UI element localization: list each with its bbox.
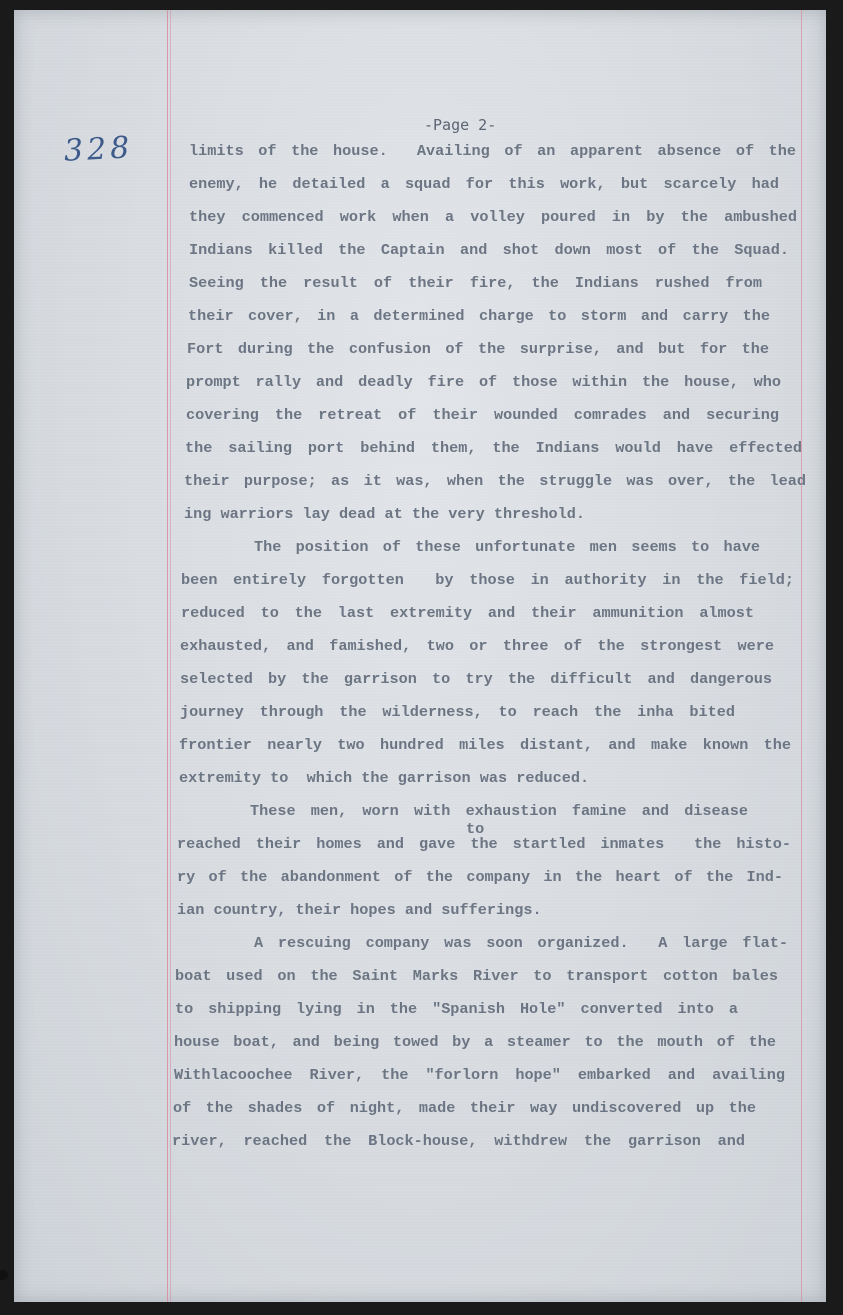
text-line: exhausted, and famished, two or three of the strongest were [180, 637, 774, 655]
page-header: -Page 2- [424, 116, 497, 134]
text-line: The position of these unfortunate men seems to have [254, 538, 760, 556]
text-line: selected by the garrison to try the difficult and dangerous [180, 670, 772, 688]
ink-smudge [0, 1270, 8, 1280]
text-line: ing warriors lay dead at the very threshold. [184, 505, 586, 523]
text-line: to shipping lying in the "Spanish Hole" converted into a [175, 1000, 738, 1018]
interlinear-insertion: to [466, 820, 485, 838]
text-line: reduced to the last extremity and their ammunition almost [181, 604, 754, 622]
text-line: Withlacoochee River, the "forlorn hope" embarked and availing [174, 1066, 785, 1084]
text-line: frontier nearly two hundred miles distant, and make known the [179, 736, 791, 754]
text-line: covering the retreat of their wounded comrades and securing [186, 406, 779, 424]
document-page [14, 10, 826, 1302]
text-line: river, reached the Block-house, withdrew the garrison and [172, 1132, 745, 1150]
text-line: journey through the wilderness, to reach the inha bited [180, 703, 735, 721]
left-margin-rule-inner [170, 10, 171, 1302]
text-line: Fort during the confusion of the surprise, and but for the [187, 340, 769, 358]
text-line: boat used on the Saint Marks River to transport cotton bales [175, 967, 778, 985]
text-line: ian country, their hopes and sufferings. [177, 901, 542, 919]
text-line: their purpose; as it was, when the struggle was over, the lead [184, 472, 806, 490]
text-line: the sailing port behind them, the Indians would have effected [185, 439, 802, 457]
text-line: These men, worn with exhaustion famine and disease [250, 802, 748, 820]
text-line: Indians killed the Captain and shot down most of the Squad. [189, 241, 789, 259]
text-line: been entirely forgotten by those in authority in the field; [181, 571, 794, 589]
text-line: extremity to which the garrison was reduced. [179, 769, 590, 787]
text-line: house boat, and being towed by a steamer to the mouth of the [174, 1033, 776, 1051]
text-line: they commenced work when a volley poured in by the ambushed [189, 208, 797, 226]
text-line: their cover, in a determined charge to storm and carry the [188, 307, 770, 325]
text-line: limits of the house. Availing of an apparent absence of the [189, 142, 796, 160]
handwritten-folio-number: 328 [63, 130, 135, 169]
text-line: A rescuing company was soon organized. A large flat- [254, 934, 788, 952]
left-margin-rule [167, 10, 168, 1302]
text-line: of the shades of night, made their way undiscovered up the [173, 1099, 756, 1117]
text-line: prompt rally and deadly fire of those within the house, who [186, 373, 781, 391]
text-line: Seeing the result of their fire, the Indians rushed from [189, 274, 762, 292]
text-line: enemy, he detailed a squad for this work, but scarcely had [189, 175, 779, 193]
text-line: reached their homes and gave the startled inmates the histo- [177, 835, 791, 853]
right-margin-rule [801, 10, 802, 1302]
text-line: ry of the abandonment of the company in the heart of the Ind- [177, 868, 783, 886]
